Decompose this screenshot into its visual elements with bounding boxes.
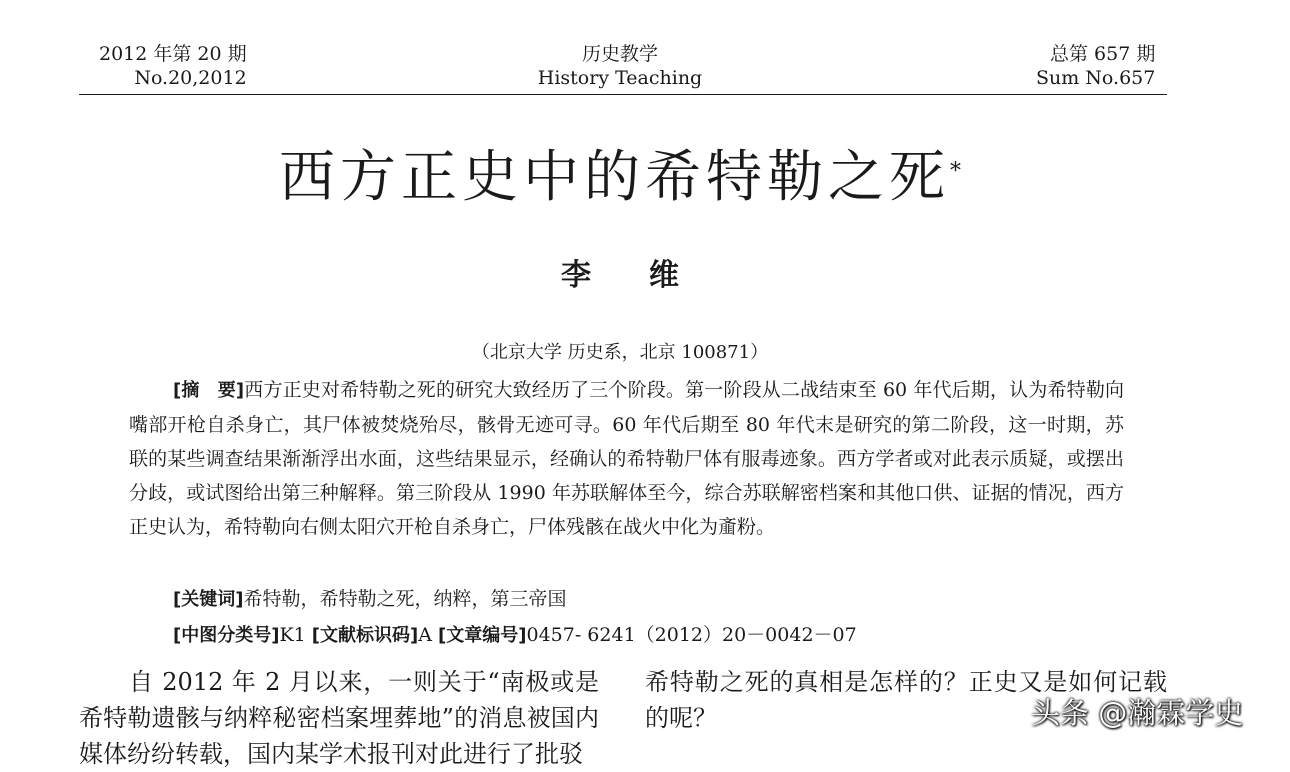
classification-line	[173, 620, 857, 651]
total-issue-en: Sum No.657	[1036, 67, 1156, 89]
abstract-text: 西方正史对希特勒之死的研究大致经历了三个阶段。第一阶段从二战结束至 60 年代后期，认为希特勒向嘴部开枪自杀身亡，其尸体被焚烧殆尽，骸骨无迹可寻。60 年代后期至 80 年代末是研究的第二阶段，这一时期，苏联的某些调查结果渐渐浮出水面，这些结果显示，经确认的希特勒尸体有服毒迹象。西方学者或对此表示质疑，或摆出分歧，或试图给出第三种解释。第三阶段从 1990 年苏联解体至今，综合苏联解密档案和其他口供、证据的情况，西方正史认为，希特勒向右侧太阳穴开枪自杀身亡，尸体残骸在战火中化为齑粉。	[129, 379, 1125, 538]
keywords-text: 希特勒，希特勒之死，纳粹，第三帝国	[243, 588, 567, 610]
author-affiliation: （北京大学 历史系，北京 100871）	[471, 342, 769, 363]
author-name-first: 李	[561, 258, 591, 293]
doc-code-label: [文献标识码]	[311, 625, 419, 646]
journal-name-cn: 历史教学	[581, 43, 658, 65]
watermark: 头条 @瀚霖学史	[1031, 696, 1244, 730]
article-title-text: 西方正史中的希特勒之死	[279, 145, 950, 210]
abstract	[129, 373, 1124, 544]
body-right-column: 希特勒之死的真相是怎样的？正史又是如何记载的呢？	[645, 668, 1167, 732]
header-rule	[79, 94, 1167, 95]
clc-label: [中图分类号]	[173, 625, 280, 646]
body-left-column: 自 2012 年 2 月以来，一则关于“南极或是希特勒遗骸与纳粹秘密档案埋葬地”的消息被国内媒体纷纷转载，国内某学术报刊对此进行了批驳	[79, 668, 599, 768]
issue-number-en: No.20,2012	[134, 67, 247, 89]
issue-number-cn: 2012 年第 20 期	[99, 43, 247, 65]
article-number-value: 0457- 6241（2012）20－0042－07	[526, 624, 857, 646]
article-title	[0, 140, 1240, 216]
author	[0, 256, 1240, 296]
clc-value: K1	[279, 624, 306, 646]
title-footnote-mark: *	[950, 159, 961, 184]
journal-name-en: History Teaching	[537, 67, 703, 89]
total-issue	[1036, 42, 1155, 90]
keywords	[173, 584, 566, 615]
total-issue-cn: 总第 657 期	[1049, 43, 1156, 65]
keywords-label: [关键词]	[173, 589, 244, 610]
abstract-label: [摘 要]	[173, 380, 245, 401]
article-number-label: [文章编号]	[438, 625, 527, 646]
author-name-second: 维	[649, 258, 679, 293]
doc-code-value: A	[418, 624, 432, 646]
